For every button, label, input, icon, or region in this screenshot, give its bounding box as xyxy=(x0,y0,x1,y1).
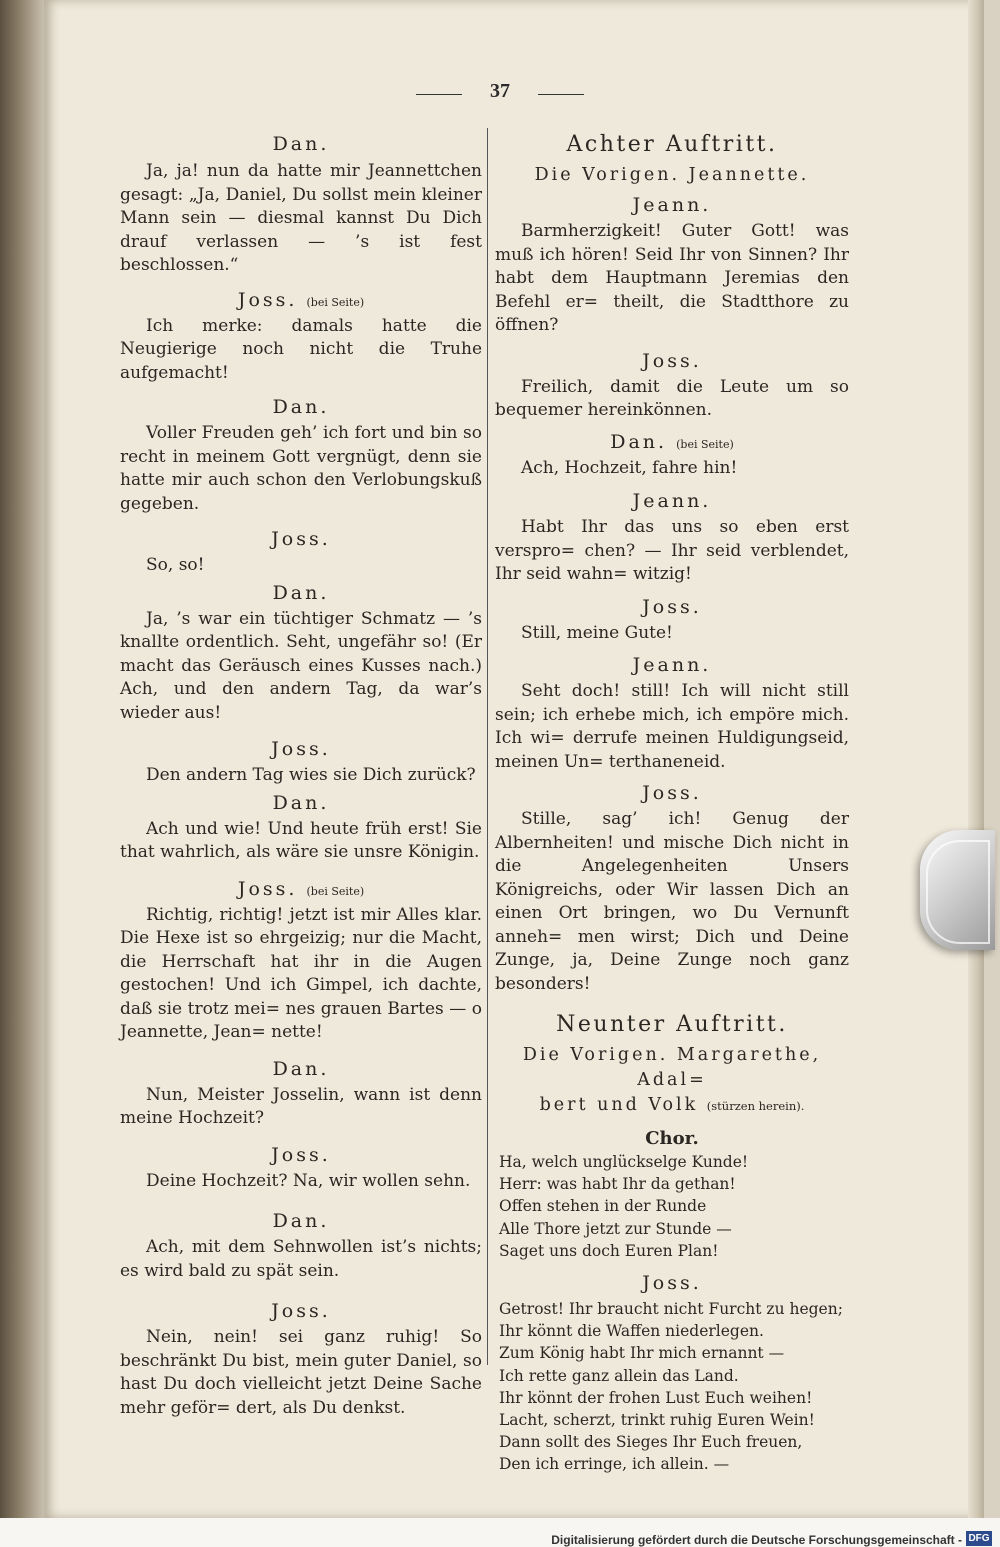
dialogue-paragraph xyxy=(120,554,482,578)
speaker-label: Joss. xyxy=(237,288,298,311)
speaker-name xyxy=(495,487,849,515)
dialogue-line: meine Hochzeit? xyxy=(120,1108,264,1128)
speaker-label: Dan. xyxy=(272,791,330,814)
speaker-name xyxy=(495,428,849,456)
dialogue-line: Die Hexe ist so ehrgeizig; nur die Macht, xyxy=(120,928,482,948)
column-divider xyxy=(487,128,488,1365)
header-rule-right xyxy=(538,94,584,95)
dialogue-line: nette! xyxy=(271,1022,323,1042)
dialogue-line: ich erhebe mich, ich empöre mich. Ich wi= xyxy=(495,704,850,748)
cast-text: Die Vorigen. Jeannette. xyxy=(534,165,810,185)
dialogue-line: Habt Ihr das uns so eben erst verspro= xyxy=(495,517,849,561)
scene-cast xyxy=(495,163,849,188)
dialogue-line: gesagt: „Ja, Daniel, Du sollst mein kleiner xyxy=(120,184,482,205)
dialogue-line: men wirst; Dich und Deine Zunge, ja, Deine xyxy=(495,926,849,970)
dialogue-line: Ach, mit dem Sehnwollen ist’s nichts; es xyxy=(120,1237,482,1281)
dialogue-line: Deine Hochzeit? Na, wir wollen sehn. xyxy=(146,1170,471,1191)
speaker-name xyxy=(495,347,849,375)
dialogue-paragraph xyxy=(120,904,482,1045)
verse-line: Lacht, scherzt, trinkt ruhig Euren Wein! xyxy=(499,1411,815,1430)
verse-line: Ihr könnt die Waffen niederlegen. xyxy=(499,1322,764,1341)
dialogue-line: that wahrlich, als wäre sie unsre Königin. xyxy=(120,842,480,862)
dialogue-line: doch vielleicht jetzt Deine Sache mehr geför= xyxy=(120,1374,482,1418)
dialogue-paragraph xyxy=(120,1084,482,1131)
dialogue-line: Freilich, damit die Leute um so bequemer xyxy=(495,376,849,420)
speaker-label: Joss. xyxy=(271,528,331,550)
dialogue-line: Zunge noch ganz besonders! xyxy=(495,950,849,994)
cast-line: Die Vorigen. Margarethe, Adal= xyxy=(522,1045,822,1090)
page-header xyxy=(380,80,620,110)
speaker-name xyxy=(120,286,482,314)
dialogue-line: Nun, Meister Josselin, wann ist denn xyxy=(146,1084,482,1105)
dialogue-line: Nein, nein! sei ganz ruhig! So beschränkt xyxy=(120,1327,482,1371)
dialogue-line: Den andern Tag wies sie Dich zurück? xyxy=(146,765,476,785)
dialogue-line: noch nicht die Truhe aufgemacht! xyxy=(120,339,483,383)
verse-line: Dann sollt des Sieges Ihr Euch freuen, xyxy=(499,1433,803,1452)
speaker-label: Joss. xyxy=(237,877,298,900)
chorus-heading: Chor. xyxy=(645,1128,699,1149)
dialogue-paragraph xyxy=(120,818,482,865)
speaker-name xyxy=(120,1141,482,1169)
speaker-label: Dan. xyxy=(272,581,330,604)
dialogue-line: knallte ordentlich. Seht, ungefähr so! (Er xyxy=(120,632,482,652)
dialogue-line: Ja, ’s war ein tüchtiger Schmatz — ’s xyxy=(146,608,482,629)
dialogue-paragraph xyxy=(120,1236,482,1283)
dialogue-line: Voller Freuden geh’ ich fort und bin so xyxy=(146,423,482,443)
dialogue-line: macht das Geräusch eines Kusses nach.) Ach, und xyxy=(120,655,482,699)
verse-block xyxy=(495,1298,849,1476)
dialogue-paragraph xyxy=(120,764,482,788)
dialogue-paragraph xyxy=(120,160,482,278)
dialogue-paragraph xyxy=(495,808,849,996)
dialogue-line: Unsers Königreichs, oder Wir lassen Dich an xyxy=(495,856,849,900)
dialogue-line: ich hören! Seid Ihr von Sinnen? Ihr habt xyxy=(495,244,850,288)
dialogue-line: chen? — Ihr seid verblendet, Ihr seid wahn= xyxy=(495,540,850,584)
dialogue-line: dem Hauptmann Jeremias den Befehl er= xyxy=(495,268,850,312)
speaker-label: Jeann. xyxy=(632,654,712,676)
verse-line: Den ich erringe, ich allein. — xyxy=(499,1455,730,1474)
dialogue-line: dert, als Du denkst. xyxy=(235,1397,406,1418)
dialogue-line: witzig! xyxy=(632,564,692,584)
dfg-logo: DFG xyxy=(966,1531,992,1546)
dialogue-line: Ich merke: damals hatte die Neugierige xyxy=(120,315,482,359)
page-clip xyxy=(920,830,995,950)
verse-line: Getrost! Ihr braucht nicht Furcht zu hegen; xyxy=(499,1300,843,1319)
speaker-label: Dan. xyxy=(272,133,330,155)
speaker-name xyxy=(120,735,482,763)
verse-block xyxy=(495,1151,849,1262)
dialogue-line: So, so! xyxy=(146,555,205,575)
speaker-name xyxy=(120,1297,482,1325)
verse-line: Herr: was habt Ihr da gethan! xyxy=(499,1175,736,1194)
speaker-name xyxy=(120,130,482,158)
dialogue-line: theilt, die Stadtthore zu öffnen? xyxy=(495,291,850,335)
left-column xyxy=(120,128,482,1420)
cast-line: bert und Volk xyxy=(539,1095,699,1115)
page-number: 37 xyxy=(490,80,510,102)
dialogue-line: drauf verlassen — ’s ist fest beschlossen.“ xyxy=(120,231,482,275)
speaker-name xyxy=(120,789,482,817)
dialogue-paragraph xyxy=(495,220,849,338)
stage-direction: (bei Seite) xyxy=(676,437,734,451)
dialogue-line: Barmherzigkeit! Guter Gott! was muß xyxy=(495,221,849,265)
speaker-name xyxy=(120,1055,482,1083)
dialogue-line: recht in meinem Gott vergnügt, denn sie hatte xyxy=(120,446,482,490)
dialogue-line: Still, meine Gute! xyxy=(521,622,673,643)
speaker-name xyxy=(120,875,482,903)
dialogue-paragraph xyxy=(495,457,849,481)
speaker-name xyxy=(495,191,849,219)
footer-credit: Digitalisierung gefördert durch die Deutsche Forschungsgemeinschaft - xyxy=(551,1533,962,1547)
dialogue-paragraph xyxy=(120,1326,482,1420)
dialogue-line: einen Ort bringen, wo Du Vernunft anneh= xyxy=(495,903,849,947)
dialogue-line: Ach und wie! Und heute früh erst! Sie xyxy=(146,818,482,839)
speaker-label: Jeann. xyxy=(632,194,712,216)
verse-line: Ihr könnt der frohen Lust Euch weihen! xyxy=(499,1388,813,1407)
page-edge xyxy=(968,0,984,1518)
stage-direction: (bei Seite) xyxy=(306,295,365,309)
speaker-name xyxy=(120,579,482,607)
dialogue-line: Und ich Gimpel, ich dachte, daß sie trotz mei= xyxy=(120,975,482,1019)
dialogue-paragraph xyxy=(495,376,849,423)
dialogue-line: Seht doch! still! Ich will nicht still sein; xyxy=(495,681,849,725)
speaker-name xyxy=(495,1269,849,1297)
dialogue-line: terthaneneid. xyxy=(608,751,726,772)
speaker-name xyxy=(495,779,849,807)
speaker-label: Joss. xyxy=(271,738,331,760)
dialogue-line: den andern Tag, da war’s wieder aus! xyxy=(120,679,483,723)
speaker-label: Dan. xyxy=(272,1210,330,1232)
dialogue-line: Mann sein — diesmal kannst Du Dich xyxy=(120,208,482,228)
dialogue-line: nes grauen Bartes — o Jeannette, Jean= xyxy=(120,998,482,1042)
scene-heading: Neunter Auftritt. xyxy=(556,1012,788,1037)
speaker-label: Joss. xyxy=(642,595,702,618)
speaker-label: Joss. xyxy=(271,1143,331,1166)
scene-cast xyxy=(495,1043,849,1119)
speaker-label: Joss. xyxy=(642,782,702,804)
dialogue-line: derrufe meinen Huldigungseid, meinen Un= xyxy=(495,728,849,772)
dialogue-line: und mische Dich nicht in die Angelegenheiten xyxy=(495,832,849,876)
verse-line: Alle Thore jetzt zur Stunde — xyxy=(499,1219,732,1238)
dialogue-paragraph xyxy=(120,422,482,516)
speaker-label: Joss. xyxy=(642,349,702,372)
dialogue-paragraph xyxy=(495,516,849,587)
dialogue-paragraph xyxy=(495,680,849,774)
speaker-label: Dan. xyxy=(610,430,668,453)
right-column xyxy=(495,128,849,1476)
stage-direction: (stürzen herein). xyxy=(706,1099,805,1113)
dialogue-line: Du bist, mein guter Daniel, so hast Du xyxy=(120,1350,483,1394)
header-rule-left xyxy=(416,94,462,95)
stage-direction: (bei Seite) xyxy=(306,884,365,898)
dialogue-paragraph xyxy=(495,622,849,646)
dialogue-line: Ja, ja! nun da hatte mir Jeannettchen xyxy=(146,161,482,181)
dialogue-line: die Herrschaft hat ihr in die Augen gestochen! xyxy=(120,951,482,995)
dialogue-paragraph xyxy=(120,315,482,386)
verse-line: Offen stehen in der Runde xyxy=(499,1197,707,1216)
speaker-label: Dan. xyxy=(272,1057,330,1080)
dialogue-paragraph xyxy=(120,608,482,726)
speaker-label: Jeann. xyxy=(632,490,712,512)
verse-line: Zum König habt Ihr mich ernannt — xyxy=(499,1344,785,1363)
dialogue-line: Richtig, richtig! jetzt ist mir Alles klar. xyxy=(146,904,482,925)
scene-heading: Achter Auftritt. xyxy=(566,132,778,157)
dialogue-line: wird bald zu spät sein. xyxy=(144,1260,340,1281)
speaker-name xyxy=(495,593,849,621)
speaker-name xyxy=(120,393,482,421)
verse-line: Ha, welch unglückselge Kunde! xyxy=(499,1153,749,1171)
dialogue-paragraph xyxy=(120,1170,482,1194)
dialogue-line: hereinkönnen. xyxy=(587,400,712,420)
verse-line: Ich rette ganz allein das Land. xyxy=(499,1366,739,1385)
speaker-name xyxy=(495,651,849,679)
speaker-name xyxy=(120,1207,482,1235)
verse-line: Saget uns doch Euren Plan! xyxy=(499,1241,719,1260)
dialogue-line: Ach, Hochzeit, fahre hin! xyxy=(521,457,738,478)
speaker-name xyxy=(120,525,482,553)
speaker-label: Joss. xyxy=(271,1300,331,1322)
speaker-label: Dan. xyxy=(272,396,330,418)
speaker-label: Joss. xyxy=(642,1272,702,1295)
book-binding-edge xyxy=(0,0,44,1547)
dialogue-line: Stille, sag’ ich! Genug der Albernheiten! xyxy=(495,809,849,853)
dialogue-line: mir auch schon den Verlobungskuß gegeben. xyxy=(120,470,482,514)
